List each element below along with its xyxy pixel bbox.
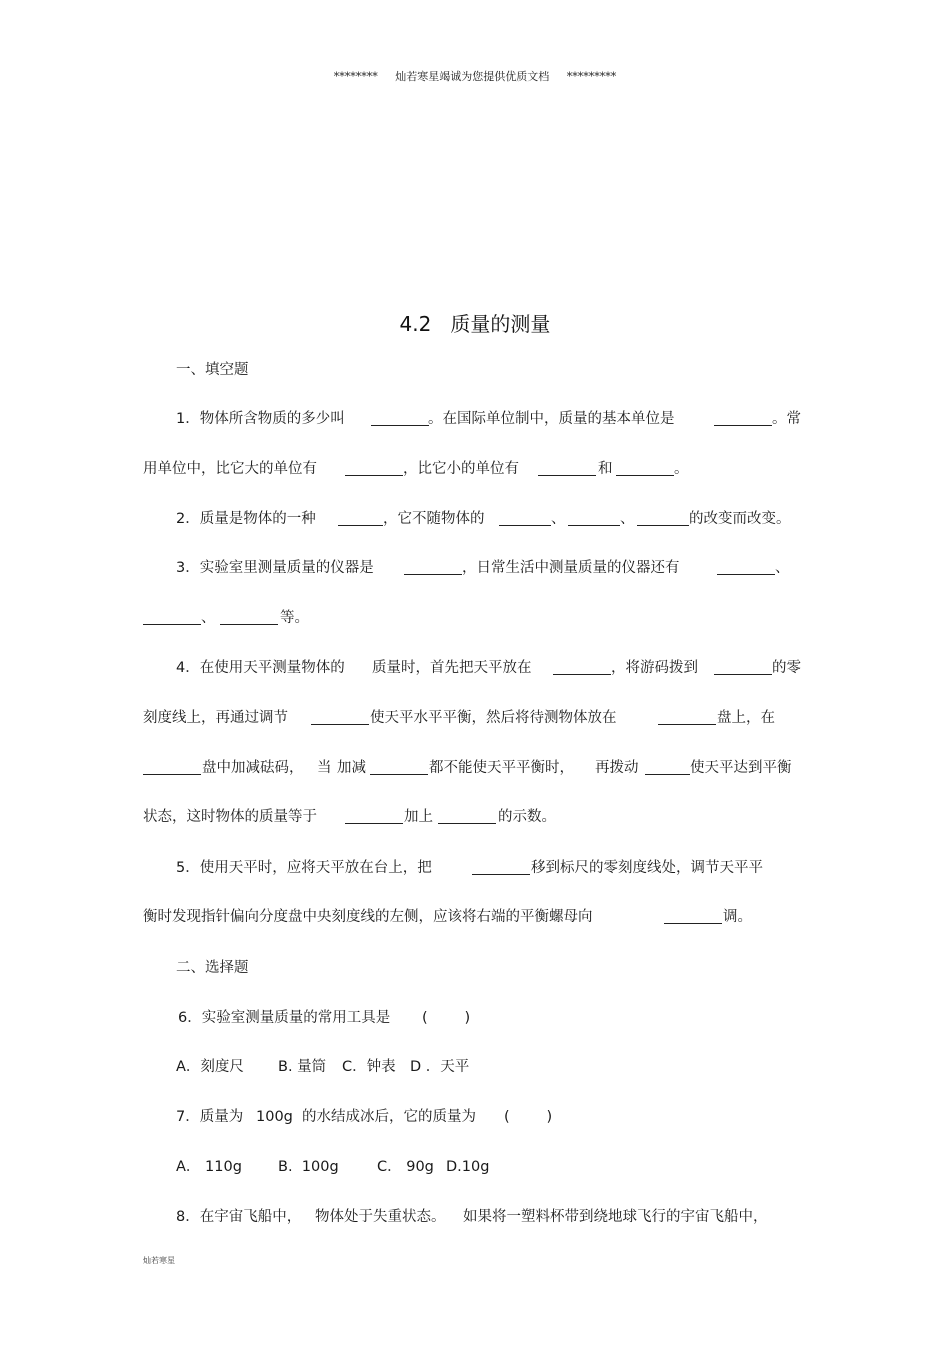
question-text: 调。 [723,909,752,925]
answer-blank[interactable] [664,907,722,924]
answer-blank[interactable] [616,459,674,476]
section-heading-fill-blank [0,360,950,400]
question-text: 4．在使用天平测量物体的 [176,660,345,676]
option-a[interactable]: A．刻度尺 [176,1059,244,1075]
question-text: 移到标尺的零刻度线处，调节天平平 [531,860,763,876]
question-text: ，它不随物体的 [383,511,485,527]
answer-parentheses[interactable]: ( ) [422,1010,471,1026]
answer-blank[interactable] [345,807,403,824]
answer-blank[interactable] [637,509,689,526]
page-header: ******** 灿若寒星竭诚为您提供优质文档 ********* [333,70,617,83]
answer-blank[interactable] [714,658,772,675]
question-text: ，日常生活中测量质量的仪器还有 [462,560,680,576]
question-text: 的零 [772,660,801,676]
question-text: 如果将一塑料杯带到绕地球飞行的宇宙飞船中， [463,1209,768,1225]
question-text: 2．质量是物体的一种 [176,511,316,527]
question-text: 的示数。 [498,809,556,825]
question-text: 、 [551,511,566,527]
option-b[interactable]: B. 量筒 [278,1059,327,1075]
answer-blank[interactable] [143,758,201,775]
question-text: 物体处于失重状态。 [315,1209,446,1225]
answer-blank[interactable] [404,558,462,575]
answer-blank[interactable] [645,758,690,775]
question-text: 盘中加减砝码， [202,760,304,776]
answer-blank[interactable] [220,608,278,625]
section-label: 一、填空题 [176,362,249,378]
question-text: 7．质量为 [176,1109,244,1125]
answer-blank[interactable] [371,409,429,426]
question-text: 的水结成冰后，它的质量为 [302,1109,476,1125]
question-text: 加上 [404,809,433,825]
question-text: 。常 [772,411,801,427]
question-text: 1．物体所含物质的多少叫 [176,411,345,427]
question-text: 衡时发现指针偏向分度盘中央刻度线的左侧，应该将右端的平衡螺母向 [143,909,593,925]
question-text: 6．实验室测量质量的常用工具是 [178,1010,391,1026]
question-text: 都不能使天平平衡时， [429,760,574,776]
question-text: 质量时，首先把天平放在 [372,660,532,676]
question-text: 5．使用天平时，应将天平放在台上，把 [176,860,432,876]
question-text: 和 [598,461,613,477]
answer-blank[interactable] [345,459,403,476]
answer-parentheses[interactable]: ( ) [504,1109,553,1125]
answer-blank[interactable] [714,409,772,426]
question-text: 3．实验室里测量质量的仪器是 [176,560,374,576]
answer-blank[interactable] [499,509,551,526]
answer-blank[interactable] [472,858,530,875]
question-text: 100g [256,1109,293,1125]
answer-blank[interactable] [311,708,369,725]
question-text: ，将游码拨到 [611,660,698,676]
option-a[interactable]: A． 110g [176,1159,242,1175]
option-d[interactable]: D.10g [446,1159,490,1175]
question-text: 盘上，在 [717,710,775,726]
option-c[interactable]: C．钟表 [342,1059,396,1075]
question-text: 用单位中，比它大的单位有 [143,461,317,477]
answer-blank[interactable] [538,459,596,476]
question-text: ，比它小的单位有 [403,461,519,477]
question-text: 等。 [280,610,309,626]
option-b[interactable]: B. 100g [278,1159,339,1175]
answer-blank[interactable] [568,509,620,526]
answer-blank[interactable] [438,807,496,824]
answer-blank[interactable] [658,708,716,725]
question-text: 的改变而改变。 [689,511,791,527]
answer-blank[interactable] [717,558,775,575]
page-title: 4.2 质量的测量 [399,312,551,336]
question-text: 再拨动 [595,760,639,776]
option-c[interactable]: C． 90g [377,1159,434,1175]
question-text: 刻度线上，再通过调节 [143,710,288,726]
answer-blank[interactable] [143,608,201,625]
question-text: 、 [620,511,635,527]
question-text: 8．在宇宙飞船中， [176,1209,302,1225]
page-footer: 灿若寒星 [143,1256,175,1265]
question-8 [0,1207,950,1287]
answer-blank[interactable] [553,658,611,675]
answer-blank[interactable] [370,758,428,775]
section-heading-choice [0,958,950,998]
question-text: 状态，这时物体的质量等于 [143,809,317,825]
question-text: 、 [775,560,790,576]
question-text: 、 [201,610,216,626]
option-d[interactable]: D ．天平 [410,1059,470,1075]
section-label: 二、选择题 [176,960,249,976]
question-text: 使天平达到平衡 [690,760,792,776]
question-text: 加减 [337,760,366,776]
question-text: 。 [674,461,689,477]
answer-blank[interactable] [338,509,383,526]
question-text: 使天平水平平衡，然后将待测物体放在 [370,710,617,726]
question-text: 。在国际单位制中，质量的基本单位是 [428,411,675,427]
question-text: 当 [317,760,332,776]
